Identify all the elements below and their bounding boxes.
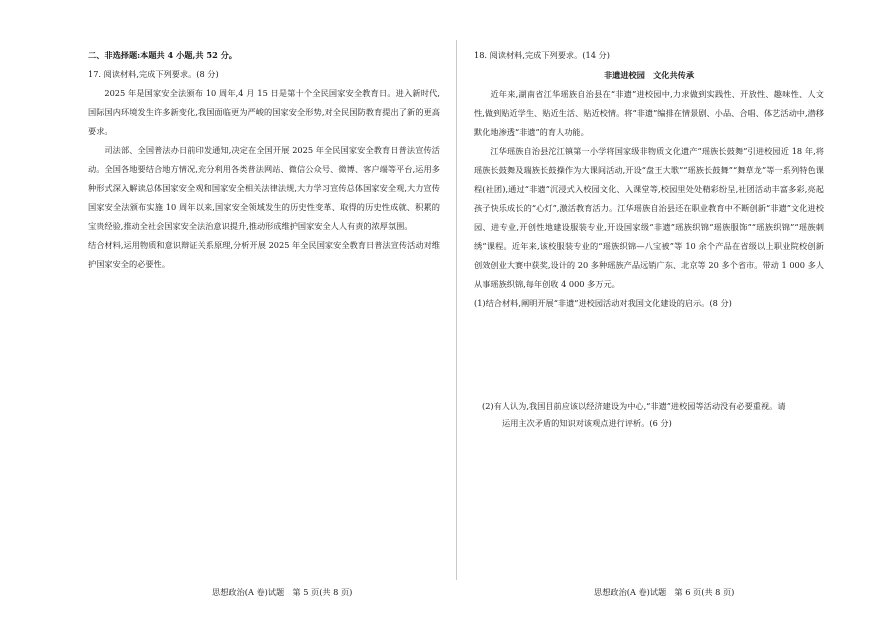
- question-18-title: 18. 阅读材料,完成下列要求。(14 分): [474, 50, 610, 60]
- footer-right: 思想政治(A 卷)试题 第 6 页(共 8 页): [594, 587, 735, 597]
- section-heading: 二、非选择题:本题共 4 小题,共 52 分。: [88, 50, 237, 60]
- question-18-sub-2-line-2: 运用主次矛盾的知识对该观点进行评析。(6 分): [502, 418, 672, 428]
- question-18-sub-2: [482, 398, 832, 432]
- question-17-title: 17. 阅读材料,完成下列要求。(8 分): [88, 69, 219, 79]
- page-divider: [456, 40, 457, 580]
- question-18-material-title: 非遗进校园 文化共传承: [603, 70, 695, 80]
- question-18-material-para-2: 江华瑶族自治县沱江镇第一小学将国家级非物质文化遗产“瑶族长鼓舞”引进校园近 18 年,将瑶族长鼓舞及瑞族长鼓操作为大课间活动,开设“盘王大歌”“瑶族长鼓舞”“舞草龙”等一系列特色课程(社团),通过“非遗”沉浸式入校园文化、入课堂等,校园里处处精彩纷呈,社团活动丰富多彩,亮起孩子快乐成长的“心灯”,激活教育活力。江华瑶族自治县还在职业教育中不断创新“非遗”文化进校园、进专业,开创性地建设服装专业,开设国家级“非遗”瑶族织锦“瑶族服饰”“瑶族织锦”“瑶族刺绣”课程。近年来,该校服装专业的“瑶族织锦—八宝被”等 10 余个产品在省级以上职业院校创新创效创业大赛中获奖,设计的 20 多种瑶族产品远销广东、北京等 20 多个省市。带动 1 000 多人从事瑶族织锦,每年创收 4 000 多万元。: [474, 146, 824, 289]
- left-page: [88, 46, 440, 274]
- question-18-sub-2-line-1: (2)有人认为,我国目前应该以经济建设为中心,“非遗”进校园等活动没有必要重视。请: [482, 401, 786, 411]
- question-17-material-para-2: 司法部、全国普法办日前印发通知,决定在全国开展 2025 年全民国家安全教育日普法宣传活动。全国各地要结合地方情况,充分利用各类普法网站、微信公众号、微博、客户端等平台,运用多种形式深入解读总体国家安全观和国家安全相关法律法规,大力学习宣传总体国家安全观,大力宣传国家安全法颁布实施 10 周年以来,国家安全领域发生的历史性变革、取得的历史性成就、积累的宝贵经验,推动全社会国家安全法治意识提升,推动形成维护国家安全人人有责的浓厚氛围。: [88, 145, 440, 231]
- question-17-prompt: 结合材料,运用物质和意识辩证关系原理,分析开展 2025 年全民国家安全教育日普法宣传活动对维护国家安全的必要性。: [88, 240, 440, 269]
- question-18-material-para-1: 近年来,湖南省江华瑶族自治县在“非遗”进校园中,力求做到实践性、开放性、趣味性、人文性,做到贴近学生、贴近生活、贴近校情。将“非遗”编排在情景剧、小品、合唱、体艺活动中,潜移默化地渗透“非遗”的育人功能。: [474, 89, 824, 137]
- question-18-sub-1: (1)结合材料,阐明开展“非遗”进校园活动对我国文化建设的启示。(8 分): [474, 298, 732, 308]
- right-page: [474, 46, 824, 313]
- footer-left: 思想政治(A 卷)试题 第 5 页(共 8 页): [212, 587, 353, 597]
- question-17-material-para-1: 2025 年是国家安全法颁布 10 周年,4 月 15 日是第十个全民国家安全教育日。进入新时代,国际国内环境发生许多新变化,我国面临更为严峻的国家安全形势,对全民国防教育提出了新的更高要求。: [88, 88, 440, 136]
